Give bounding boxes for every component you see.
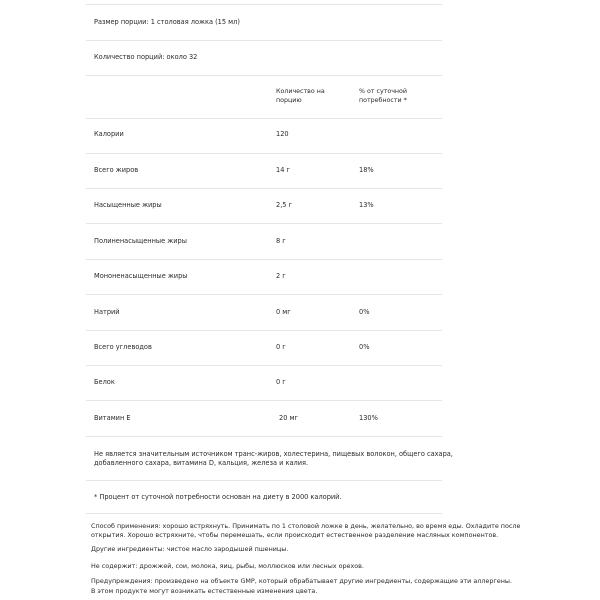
nutrient-name: Всего углеводов — [94, 343, 152, 351]
divider — [86, 294, 442, 295]
divider — [86, 436, 442, 437]
divider — [86, 513, 442, 514]
divider — [86, 40, 442, 41]
nutrient-amount: 0 г — [276, 343, 286, 351]
nutrient-amount: 14 г — [276, 166, 290, 174]
warnings-line: В этом продукте могут возникать естественные изменения цвета. — [91, 587, 318, 595]
divider — [86, 223, 442, 224]
free-of-statement: Не содержит: дрожжей, сои, молока, яиц, рыбы, моллюсков или лесных орехов. — [91, 562, 364, 570]
nutrient-name: Витамин E — [94, 414, 131, 422]
divider — [86, 118, 442, 119]
nutrient-name: Белок — [94, 378, 115, 386]
divider — [86, 259, 442, 260]
nutrient-name: Полиненасыщенные жиры — [94, 237, 187, 245]
nutrient-daily-value: 0% — [359, 343, 370, 351]
usage-instructions-line: Способ применения: хорошо встряхнуть. Принимать по 1 столовой ложке в день, желательно, во время еды. Охладите после — [91, 522, 521, 530]
nutrient-amount: 0 г — [276, 378, 286, 386]
header-daily-value: % от суточной потребности * — [359, 88, 407, 104]
nutrient-daily-value: 130% — [359, 414, 378, 422]
nutrient-name: Насыщенные жиры — [94, 201, 162, 209]
nutrient-name: Натрий — [94, 308, 120, 316]
divider — [86, 4, 442, 5]
nutrient-amount: 120 — [276, 130, 289, 138]
not-significant-note-line: Не является значительным источником транс-жиров, холестерина, пищевых волокон, общего сахара, — [94, 450, 453, 458]
not-significant-note-line: добавленного сахара, витамина D, кальция, железа и калия. — [94, 459, 309, 467]
nutrient-amount: 8 г — [276, 237, 286, 245]
serving-count: Количество порций: около 32 — [94, 53, 198, 61]
nutrient-daily-value: 13% — [359, 201, 374, 209]
divider — [86, 400, 442, 401]
nutrient-daily-value: 0% — [359, 308, 370, 316]
usage-instructions-line: открытия. Хорошо встряхните, чтобы перемешать, если происходит естественное разделение масляных компонентов. — [91, 531, 499, 539]
divider — [86, 153, 442, 154]
nutrient-name: Калории — [94, 130, 124, 138]
nutrient-name: Всего жиров — [94, 166, 139, 174]
nutrient-daily-value: 18% — [359, 166, 374, 174]
divider — [86, 75, 442, 76]
other-ingredients: Другие ингредиенты: чистое масло зародышей пшеницы. — [91, 545, 289, 553]
nutrient-amount: 20 мг — [279, 414, 298, 422]
nutrient-amount: 2 г — [276, 272, 286, 280]
divider — [86, 188, 442, 189]
header-amount: Количество на порцию — [276, 88, 325, 104]
daily-value-footnote: * Процент от суточной потребности основан на диету в 2000 калорий. — [94, 493, 342, 501]
divider — [86, 365, 442, 366]
nutrient-amount: 2,5 г — [276, 201, 293, 209]
nutrient-amount: 0 мг — [276, 308, 291, 316]
serving-size: Размер порции: 1 столовая ложка (15 мл) — [94, 18, 240, 26]
nutrient-name: Мононенасыщенные жиры — [94, 272, 188, 280]
divider — [86, 330, 442, 331]
warnings-line: Предупреждения: произведено на объекте GMP, который обрабатывает другие ингредиенты, содержащие эти аллергены. — [91, 577, 512, 585]
divider — [86, 480, 442, 481]
